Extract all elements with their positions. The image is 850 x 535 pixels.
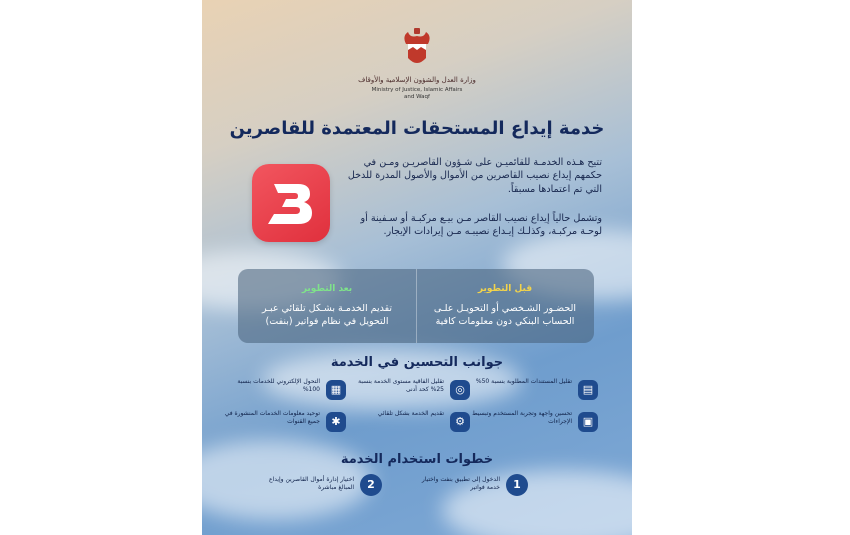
- ministry-name-english-line1: Ministry of Justice, Islamic Affairs: [371, 87, 463, 93]
- speed-icon: ◎: [450, 380, 470, 400]
- improvement-text: تقديم الخدمة بشكل تلقائي: [377, 410, 444, 417]
- improvement-item: [344, 410, 470, 436]
- step-text: الدخول إلى تطبيق بنفت واختيار خدمة فواتير: [421, 476, 500, 491]
- improvement-item: [472, 378, 598, 404]
- improvement-item: [344, 378, 470, 404]
- after-column: [238, 269, 417, 343]
- ministry-name-arabic: وزارة العدل والشؤون الإسلامية والأوقاف: [358, 76, 476, 84]
- improvement-text: توحيد معلومات الخدمات المنشورة في جميع القنوات: [224, 410, 320, 425]
- after-text: تقديم الخدمـة بشـكل تلقائي عبـر التحويل في نظام فواتير (بنفت): [261, 303, 393, 327]
- improvement-item: [220, 378, 346, 404]
- step-number: 1: [506, 474, 528, 496]
- steps-heading: خطوات استخدام الخدمة: [340, 452, 494, 467]
- improvement-text: تحسين واجهة وتجربة المستخدم وتبسيط الإجراءات: [472, 410, 572, 425]
- improvements-heading: جوانب التحسين في الخدمة: [330, 355, 504, 370]
- step-item: [262, 474, 382, 500]
- before-after-comparison: [238, 269, 594, 343]
- emblem-icon: [400, 28, 434, 72]
- intro-paragraph-2: وتشمل حالياً إيداع نصيب القاصر مـن بيـع مركبـة أو سـفينة أو لوحـة مركبـة، وكذلـك إيـداع نصيبـه مـن إيرادات الإيجار.: [360, 213, 602, 238]
- ministry-logo: [202, 28, 632, 76]
- improvement-text: تقليل الفاقية مستوى الخدمة بنسبة 25% كحد أدنى: [358, 378, 444, 393]
- digital-icon: ▦: [326, 380, 346, 400]
- ministry-name-english: [352, 87, 482, 100]
- page-title: خدمة إيداع المستحقات المعتمدة للقاصرين: [229, 118, 605, 139]
- documents-icon: ▤: [578, 380, 598, 400]
- step-text: اختيار إدارة أموال القاصرين وإيداع المبالغ مباشرة: [268, 476, 354, 491]
- auto-icon: ⚙: [450, 412, 470, 432]
- intro-paragraph-1: تتيح هـذه الخدمـة للقائميـن على شـؤون القاصريـن ومـن في حكمهم إيداع نصيب القاصرين من الأموال والأصول المدرة للدخل التي تم اعتمادها مسبقاً.: [347, 157, 602, 195]
- ux-icon: ▣: [578, 412, 598, 432]
- benefit-logo-icon: [252, 164, 330, 242]
- before-column: [416, 269, 594, 343]
- step-item: [408, 474, 528, 500]
- improvement-item: [220, 410, 346, 436]
- unify-icon: ✱: [326, 412, 346, 432]
- step-number: 2: [360, 474, 382, 496]
- service-poster: [202, 0, 632, 535]
- before-heading: قبل التطوير: [477, 284, 533, 294]
- improvement-text: التحول الإلكتروني للخدمات بنسبة 100%: [237, 378, 320, 393]
- before-text: الحضـور الشـخصي أو التحويـل علـى الحساب البنكي دون معلومات كافية: [433, 303, 577, 327]
- improvement-item: [472, 410, 598, 436]
- after-heading: بعد التطوير: [301, 284, 353, 294]
- benefit-app-icon: [252, 164, 330, 242]
- ministry-name-english-line2: and Waqf: [404, 93, 430, 100]
- improvement-text: تقليل المستندات المطلوبة بنسبة 50%: [475, 378, 572, 385]
